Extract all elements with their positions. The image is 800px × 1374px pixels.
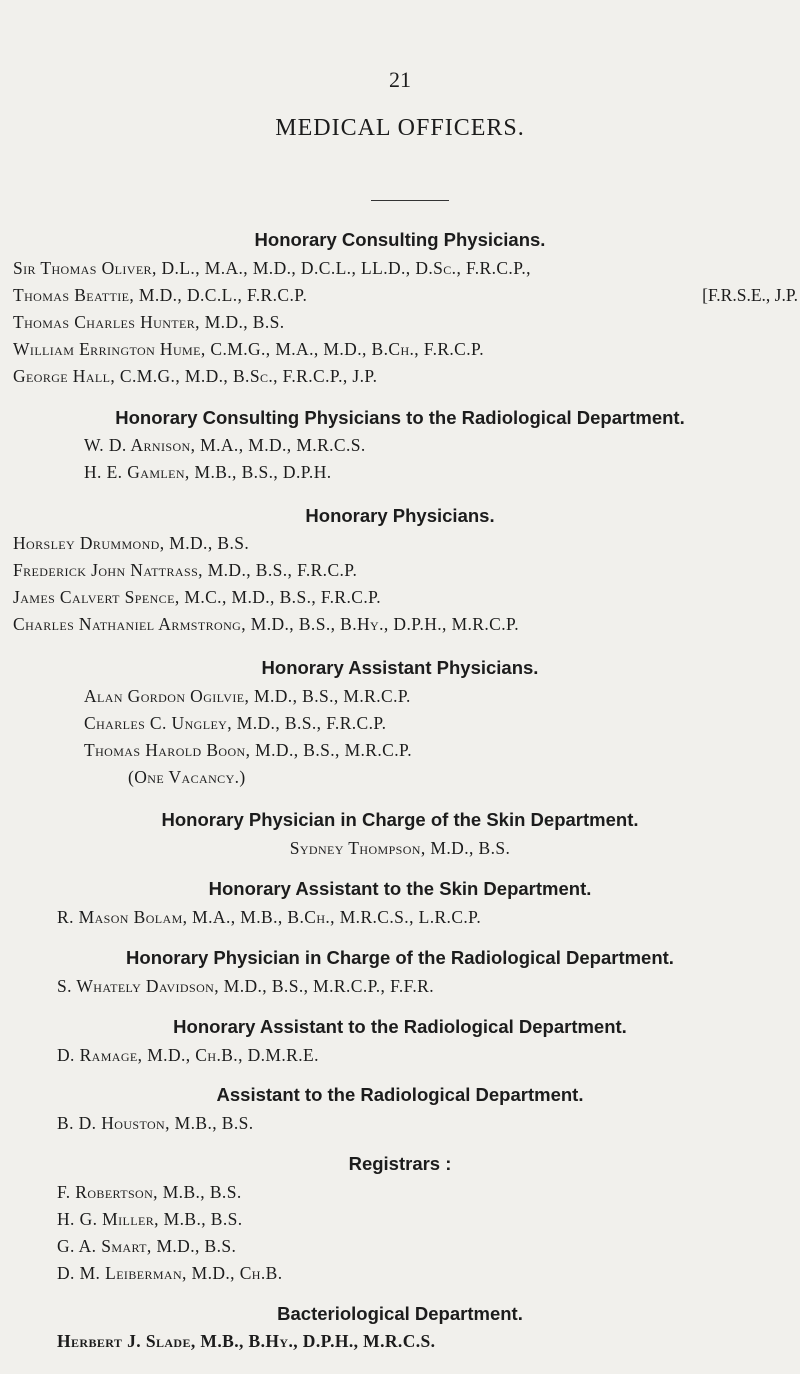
- entry-line: Horsley Drummond, M.D., B.S.: [13, 533, 250, 553]
- entry-line: James Calvert Spence, M.C., M.D., B.S., F.R.C.P.: [13, 587, 382, 607]
- page-title: MEDICAL OFFICERS.: [275, 115, 525, 141]
- section-heading-radiological-hon-assistant: Honorary Assistant to the Radiological Department.: [173, 1016, 627, 1037]
- section-heading-bacteriological: Bacteriological Department.: [277, 1303, 523, 1324]
- entry-line: Alan Gordon Ogilvie, M.D., B.S., M.R.C.P.: [84, 686, 411, 706]
- entry-line: S. Whately Davidson, M.D., B.S., M.R.C.P., F.F.R.: [57, 976, 434, 996]
- section-heading-consulting-physicians: Honorary Consulting Physicians.: [254, 229, 546, 250]
- section-heading-skin-physician: Honorary Physician in Charge of the Skin Department.: [161, 809, 639, 830]
- entry-line: George Hall, C.M.G., M.D., B.Sc., F.R.C.P., J.P.: [13, 366, 378, 386]
- entry-line: William Errington Hume, C.M.G., M.A., M.D., B.Ch., F.R.C.P.: [13, 339, 485, 359]
- entry-line: F. Robertson, M.B., B.S.: [57, 1182, 242, 1202]
- entry-line: Thomas Charles Hunter, M.D., B.S.: [13, 312, 285, 332]
- entry-line-vacancy: (One Vacancy.): [128, 767, 246, 787]
- title-divider: [371, 200, 449, 201]
- section-heading-physicians: Honorary Physicians.: [305, 505, 495, 526]
- entry-line: H. E. Gamlen, M.B., B.S., D.P.H.: [84, 462, 332, 482]
- entry-line: W. D. Arnison, M.A., M.D., M.R.C.S.: [84, 435, 366, 455]
- section-heading-skin-assistant: Honorary Assistant to the Skin Department.: [208, 878, 592, 899]
- entry-line: R. Mason Bolam, M.A., M.B., B.Ch., M.R.C.S., L.R.C.P.: [57, 907, 482, 927]
- entry-line: Charles Nathaniel Armstrong, M.D., B.S., B.Hy., D.P.H., M.R.C.P.: [13, 614, 519, 634]
- entry-line: D. M. Leiberman, M.D., Ch.B.: [57, 1263, 283, 1283]
- entry-line: H. G. Miller, M.B., B.S.: [57, 1209, 243, 1229]
- section-heading-radiological-physician: Honorary Physician in Charge of the Radiological Department.: [126, 947, 674, 968]
- entry-line: Sydney Thompson, M.D., B.S.: [289, 838, 511, 858]
- entry-line: Sir Thomas Oliver, D.L., M.A., M.D., D.C.L., LL.D., D.Sc., F.R.C.P.,: [13, 258, 531, 278]
- section-heading-registrars: Registrars :: [348, 1153, 452, 1174]
- entry-line: G. A. Smart, M.D., B.S.: [57, 1236, 237, 1256]
- entry-line: Frederick John Nattrass, M.D., B.S., F.R.C.P.: [13, 560, 358, 580]
- entry-line: Herbert J. Slade, M.B., B.Hy., D.P.H., M.R.C.S.: [57, 1331, 436, 1351]
- entry-line: B. D. Houston, M.B., B.S.: [57, 1113, 254, 1133]
- entry-line: Thomas Harold Boon, M.D., B.S., M.R.C.P.: [84, 740, 412, 760]
- section-heading-consulting-radiological: Honorary Consulting Physicians to the Radiological Department.: [115, 407, 685, 428]
- entry-line: Thomas Beattie, M.D., D.C.L., F.R.C.P.: [13, 285, 308, 305]
- section-heading-radiological-assistant: Assistant to the Radiological Department.: [216, 1084, 584, 1105]
- entry-line: D. Ramage, M.D., Ch.B., D.M.R.E.: [57, 1045, 319, 1065]
- page-number: 21: [389, 67, 411, 92]
- entry-line: Charles C. Ungley, M.D., B.S., F.R.C.P.: [84, 713, 387, 733]
- entry-continuation: [F.R.S.E., J.P.: [702, 285, 798, 305]
- section-heading-assistant-physicians: Honorary Assistant Physicians.: [261, 657, 539, 678]
